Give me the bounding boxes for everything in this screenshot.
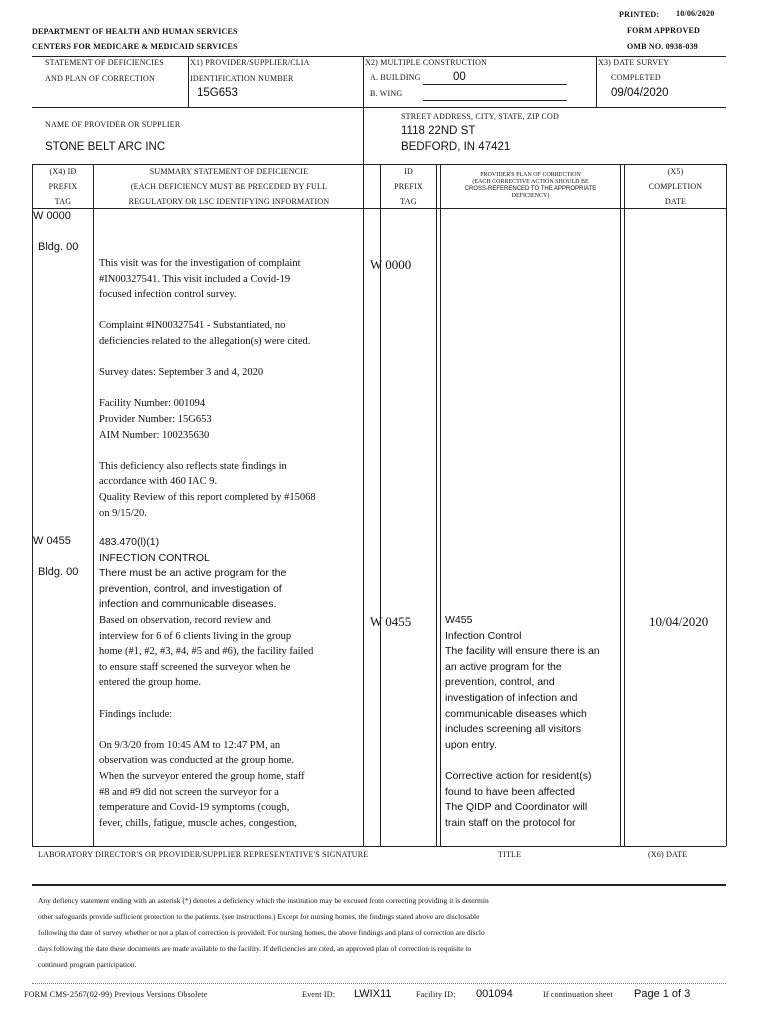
id-prefix-label: TAG xyxy=(400,197,417,206)
address-line-2: BEDFORD, IN 47421 xyxy=(401,141,511,153)
x5-label: DATE xyxy=(664,197,687,206)
building-tag: Bldg. 00 xyxy=(38,241,79,253)
page-number: Page 1 of 3 xyxy=(634,988,691,1000)
summary-label: REGULATORY OR LSC IDENTIFYING INFORMATION xyxy=(128,197,330,206)
regulation-line: INFECTION CONTROL xyxy=(99,551,210,564)
x3-label: COMPLETED xyxy=(611,73,661,82)
tag-w0455: W 0455 xyxy=(33,535,71,547)
findings-w0455 xyxy=(99,613,361,831)
regulation-line: infection and communicable diseases. xyxy=(99,598,277,611)
divider xyxy=(596,56,597,107)
centers-heading: CENTERS FOR MEDICARE & MEDICAID SERVICES xyxy=(32,42,238,51)
findings-line: #8 and #9 did not screen the surveyor for a xyxy=(99,786,279,798)
building-underline xyxy=(423,84,567,85)
plan-line: train staff on the protocol for xyxy=(445,816,576,829)
plan-line: includes screening all visitors xyxy=(445,723,581,736)
x5-label: COMPLETION xyxy=(648,182,703,191)
findings-line: Based on observation, record review and xyxy=(99,615,271,626)
divider xyxy=(363,164,364,846)
summary-line: Quality Review of this report completed by #15068 xyxy=(99,491,316,503)
x3-label: X3) DATE SURVEY xyxy=(598,58,670,67)
divider xyxy=(620,164,621,846)
summary-w0000 xyxy=(99,256,361,521)
plan-line: found to have been affected xyxy=(445,785,575,798)
plan-line: communicable diseases which xyxy=(445,707,587,720)
omb-number: OMB NO. 0938-039 xyxy=(627,42,698,51)
row-divider xyxy=(32,107,726,108)
findings-line: entered the group home. xyxy=(99,677,202,689)
facility-id-value: 001094 xyxy=(476,988,513,1000)
building-label: A. BUILDING xyxy=(370,73,421,82)
divider xyxy=(363,56,364,164)
body-bottom xyxy=(32,846,726,847)
building-tag: Bldg. 00 xyxy=(38,566,79,578)
summary-line: deficiencies related to the allegation(s) were cited. xyxy=(99,335,311,347)
form-approved: FORM APPROVED xyxy=(627,26,701,35)
x4-label: PREFIX xyxy=(48,182,78,191)
signature-date-label: (X6) DATE xyxy=(648,850,688,859)
plan-label-line: PROVIDER'S PLAN OF CORRECTION xyxy=(480,172,581,178)
findings-line: interview for 6 of 6 clients living in the group xyxy=(99,630,292,642)
event-id-value: LWIX11 xyxy=(354,988,392,1000)
disclosure-footnote xyxy=(38,893,728,973)
address-line-1: 1118 22ND ST xyxy=(401,125,476,137)
survey-date-value: 09/04/2020 xyxy=(611,87,669,99)
facility-id-label: Facility ID: xyxy=(416,990,456,999)
summary-line: This deficiency also reflects state findings in xyxy=(99,460,287,472)
summary-line: #IN00327541. This visit included a Covid-19 xyxy=(99,273,291,285)
footnote-rule xyxy=(32,983,726,984)
findings-line: temperature and Covid-19 symptoms (cough, xyxy=(99,802,290,814)
divider xyxy=(624,164,625,846)
x4-label: (X4) ID xyxy=(49,167,77,176)
x1-label: IDENTIFICATION NUMBER xyxy=(190,74,294,83)
wing-underline xyxy=(423,100,567,101)
plan-line: W455 xyxy=(445,614,473,626)
findings-line: On 9/3/20 from 10:45 AM to 12:47 PM, an xyxy=(99,739,281,751)
divider xyxy=(188,56,189,107)
address-label: STREET ADDRESS, CITY, STATE, ZIP COD xyxy=(401,112,559,121)
id-prefix-label: ID xyxy=(404,167,413,176)
provider-name-label: NAME OF PROVIDER OR SUPPLIER xyxy=(45,120,181,129)
building-value: 00 xyxy=(453,71,466,83)
completion-date: 10/04/2020 xyxy=(649,614,709,629)
title-label: TITLE xyxy=(498,850,522,859)
footnote-line: following the date of survey whether or not a plan of correction is provided. For nursing homes, the above findings and plans of correction are disclo xyxy=(38,928,485,937)
statement-label: AND PLAN OF CORRECTION xyxy=(45,74,155,83)
x4-label: TAG xyxy=(54,197,72,206)
findings-line: When the surveyor entered the group home, staff xyxy=(99,770,305,782)
findings-line: to ensure staff screened the surveyor when he xyxy=(99,661,291,673)
tag-w0000: W 0000 xyxy=(33,210,71,222)
x2-label: X2) MULTIPLE CONSTRUCTION xyxy=(365,58,488,67)
regulation-line: There must be an active program for the xyxy=(99,567,287,580)
provider-name-value: STONE BELT ARC INC xyxy=(45,141,166,153)
summary-label: SUMMARY STATEMENT OF DEFICIENCIE xyxy=(149,167,309,176)
footnote-line: Any defiency statement ending with an asterisk (*) denotes a deficiency which the institution may be excused from correcting providing it is determin xyxy=(38,896,489,905)
id-tag-w0000: W 0000 xyxy=(370,257,412,272)
signature-bottom-rule xyxy=(32,884,726,886)
form-number: FORM CMS-2567(02-99) Previous Versions Obsolete xyxy=(24,990,208,999)
plan-line: The QIDP and Coordinator will xyxy=(445,801,588,814)
footnote-line: days following the date these documents are made available to the facility. If deficiencies are cited, an approved plan of correction is requisite to xyxy=(38,944,472,953)
regulation-line: 483.470(l)(1) xyxy=(99,536,160,548)
findings-line: Findings include: xyxy=(99,708,173,720)
divider xyxy=(436,164,437,846)
plan-of-correction-label xyxy=(441,172,620,200)
signature-label: LABORATORY DIRECTOR'S OR PROVIDER/SUPPLIER REPRESENTATIVE'S SIGNATURE xyxy=(38,850,369,859)
summary-line: on 9/15/20. xyxy=(99,507,147,519)
regulation-line: prevention, control, and investigation of xyxy=(99,582,282,595)
x5-label: (X5) xyxy=(667,167,684,176)
plan-line: prevention, control, and xyxy=(445,676,555,689)
summary-line: focused infection control survey. xyxy=(99,289,237,301)
right-border xyxy=(726,164,727,846)
summary-line: Facility Number: 001094 xyxy=(99,398,206,410)
findings-line: home (#1, #2, #3, #4, #5 and #6), the facility failed xyxy=(99,646,314,658)
event-id-label: Event ID: xyxy=(302,990,336,999)
footnote-line: continued program participation. xyxy=(38,960,137,969)
plan-label-line: (EACH CORRECTIVE ACTION SHOULD BE xyxy=(472,179,589,185)
summary-line: AIM Number: 100235630 xyxy=(99,429,210,441)
summary-label: (EACH DEFICIENCY MUST BE PRECEDED BY FULL xyxy=(130,182,328,191)
plan-label-line: DEFICIENCY) xyxy=(511,193,550,199)
divider xyxy=(440,164,441,846)
plan-of-correction-w0455 xyxy=(445,613,618,831)
wing-label: B. WING xyxy=(370,89,403,98)
continuation-label: If continuation sheet xyxy=(543,990,613,999)
provider-id-value: 15G653 xyxy=(197,87,238,99)
plan-line: Corrective action for resident(s) xyxy=(445,769,592,782)
summary-line: Complaint #IN00327541 - Substantiated, no xyxy=(99,320,286,332)
summary-line: Provider Number: 15G653 xyxy=(99,413,212,425)
plan-line: The facility will ensure there is an xyxy=(445,645,600,658)
x1-label: X1) PROVIDER/SUPPLIER/CLIA xyxy=(190,58,310,67)
left-border xyxy=(32,164,33,846)
divider xyxy=(93,164,94,846)
id-tag-w0455: W 0455 xyxy=(370,614,412,629)
regulation-w0455 xyxy=(99,535,361,613)
findings-line: fever, chills, fatigue, muscle aches, congestion, xyxy=(99,817,297,829)
summary-line: Survey dates: September 3 and 4, 2020 xyxy=(99,367,264,379)
column-header-bottom xyxy=(32,208,726,209)
id-prefix-label: PREFIX xyxy=(394,182,423,191)
findings-line: observation was conducted at the group home. xyxy=(99,755,295,767)
summary-line: This visit was for the investigation of complaint xyxy=(99,258,301,269)
column-header-top xyxy=(32,164,726,165)
plan-line: Infection Control xyxy=(445,629,522,642)
printed-label: PRINTED: xyxy=(619,10,660,19)
plan-line: investigation of infection and xyxy=(445,691,578,704)
footnote-line: other safeguards provide sufficient protection to the patients. (see instructions.) Except for nursing homes, the findings stated above are disclosable xyxy=(38,912,480,921)
statement-label: STATEMENT OF DEFICIENCIES xyxy=(45,58,164,67)
plan-line: an active program for the xyxy=(445,660,562,673)
plan-line: upon entry. xyxy=(445,738,497,751)
department-heading: DEPARTMENT OF HEALTH AND HUMAN SERVICES xyxy=(32,27,238,36)
plan-label-line: CROSS-REFERENCED TO THE APPROPRIATE xyxy=(464,186,597,192)
top-border xyxy=(32,56,726,57)
printed-date: 10/06/2020 xyxy=(676,9,715,18)
summary-line: accordance with 460 IAC 9. xyxy=(99,476,218,488)
